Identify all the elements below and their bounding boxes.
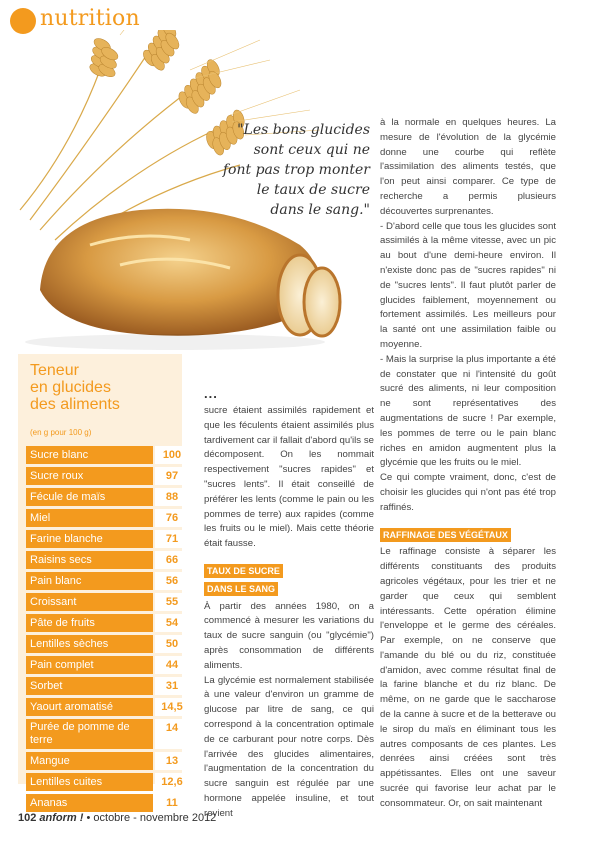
table-row xyxy=(26,614,192,632)
glucide-value: 97 xyxy=(155,467,189,485)
glucide-value: 11 xyxy=(155,794,189,812)
food-name: Farine blanche xyxy=(26,530,153,548)
table-row xyxy=(26,635,192,653)
paragraph: - D'abord celle que tous les glucides sont assimilés à la même vitesse, avec un pic au bout d'une demi-heure environ. Il n'existe donc pas de "sucres rapides" ni de "sucres lents". Il faut plutôt parler de glucides faiblement, moyennement ou fortement assimilés. Les meilleurs pour la santé ont une assimilation faible ou moyenne. xyxy=(380,220,556,350)
food-name: Lentilles sèches xyxy=(26,635,153,653)
glucide-value: 55 xyxy=(155,593,189,611)
glucide-value: 50 xyxy=(155,635,189,653)
subheading: TAUX DE SUCRE xyxy=(204,564,283,578)
glucide-value: 66 xyxy=(155,551,189,569)
glucides-table xyxy=(26,446,192,815)
issue-date: • octobre - novembre 2012 xyxy=(86,812,217,824)
food-name: Lentilles cuites xyxy=(26,773,153,791)
paragraph: - Mais la surprise la plus importante a été de constater que ni l'intensité du goût sucré des aliments, ni leur composition ne sont représentatives des augmentations de sucre ! Par exemple, les pommes de terre ou le pain blanc riches en amidon augmentent plus la glycémie que les fruits ou le miel. xyxy=(380,353,556,469)
glucide-value: 44 xyxy=(155,656,189,674)
paragraph: Ce qui compte vraiment, donc, c'est de choisir les glucides qui n'ont pas été trop raffinés. xyxy=(380,472,556,513)
table-row xyxy=(26,719,192,749)
table-row xyxy=(26,752,192,770)
continuation-ellipsis: ... xyxy=(204,386,218,401)
glucide-value: 54 xyxy=(155,614,189,632)
food-name: Raisins secs xyxy=(26,551,153,569)
glucide-value: 56 xyxy=(155,572,189,590)
page-number: 102 xyxy=(18,812,37,824)
magazine-brand: anform ! xyxy=(39,812,84,824)
food-name: Yaourt aromatisé xyxy=(26,698,153,716)
paragraph: sucre étaient assimilés rapidement et que les féculents étaient assimilés plus tardivement car il fallait d'abord qu'ils se décomposent. On les nommait respectivement "sucres rapides" et "sucres lents". Il était conseillé de préférer les lents (comme le pain ou les pommes de terre) aux rapides (comme les fruits ou le miel). Mais cette théorie était fausse. xyxy=(204,405,374,550)
glucide-value: 88 xyxy=(155,488,189,506)
subheading: RAFFINAGE DES VÉGÉTAUX xyxy=(380,528,511,542)
food-name: Sorbet xyxy=(26,677,153,695)
subheading: DANS LE SANG xyxy=(204,582,278,596)
glucide-value: 100 xyxy=(155,446,189,464)
food-name: Sucre blanc xyxy=(26,446,153,464)
food-name: Pain complet xyxy=(26,656,153,674)
subheading-block xyxy=(380,526,556,544)
food-name: Mangue xyxy=(26,752,153,770)
article-column-middle xyxy=(204,404,374,822)
food-name: Ananas xyxy=(26,794,153,812)
table-row xyxy=(26,677,192,695)
table-row xyxy=(26,593,192,611)
subheading-block xyxy=(204,562,374,598)
table-row xyxy=(26,488,192,506)
glucides-table-title: Teneur en glucides des aliments xyxy=(30,362,120,413)
food-name: Pâte de fruits xyxy=(26,614,153,632)
table-row xyxy=(26,656,192,674)
glucide-value: 31 xyxy=(155,677,189,695)
food-name: Sucre roux xyxy=(26,467,153,485)
glucide-value: 13 xyxy=(155,752,189,770)
table-row xyxy=(26,509,192,527)
food-name: Croissant xyxy=(26,593,153,611)
paragraph: Le raffinage consiste à séparer les différents constituants des produits agricoles végétaux, pour les trier et ne garder que ceux qui semblent intéressants. Cette opération élimine l'enveloppe et le germe des céréales. Par exemple, on ne conserve que l'amande du blé ou du riz, constituée d'amidon, avec comme résultat final de la farine blanche et du riz blanc. De même, on ne garde que le saccharose de la canne à sucre et de la betterave ou le sirop du maïs en éliminant tous les autres composants de ces plantes. Les denrées ainsi créées sont très appétissantes. Elles ont une saveur sucrée qui favorise leur achat par le consommateur. Or, on sait maintenant xyxy=(380,546,556,809)
glucide-value: 14,5 xyxy=(155,698,189,716)
table-row xyxy=(26,530,192,548)
pull-quote: "Les bons glucides sont ceux qui ne font pas trop monter le taux de sucre dans le sang." xyxy=(222,122,370,218)
article-column-right xyxy=(380,116,556,812)
table-row xyxy=(26,794,192,812)
food-name: Miel xyxy=(26,509,153,527)
table-row xyxy=(26,446,192,464)
section-label: nutrition xyxy=(40,6,140,31)
paragraph: à la normale en quelques heures. La mesure de l'évolution de la glycémie donne une courbe qui reflète l'assimilation des aliments testés, que l'on peut ainsi comparer. Ce type de recherche a permis plusieurs découvertes surprenantes. xyxy=(380,117,556,217)
table-row xyxy=(26,698,192,716)
glucides-table-unit: (en g pour 100 g) xyxy=(30,428,92,437)
food-name: Fécule de maïs xyxy=(26,488,153,506)
table-row xyxy=(26,467,192,485)
page-footer xyxy=(18,812,216,824)
food-name: Pain blanc xyxy=(26,572,153,590)
glucides-table-box xyxy=(18,354,183,809)
food-name: Purée de pomme de terre xyxy=(26,719,153,749)
glucide-value: 76 xyxy=(155,509,189,527)
table-row xyxy=(26,773,192,791)
glucide-value: 12,6 xyxy=(155,773,189,791)
table-row xyxy=(26,572,192,590)
paragraph: La glycémie est normalement stabilisée à une valeur d'environ un gramme de glucose par litre de sang, ce qui correspond à la concentration optimale de ce carburant pour notre corps. Dès l'arrivée des glucides alimentaires, l'augmentation de la concentration du sucre sanguin est régulée par une hormone appelée insuline, et tout revient xyxy=(204,674,374,819)
glucide-value: 14 xyxy=(155,719,189,749)
glucide-value: 71 xyxy=(155,530,189,548)
paragraph: À partir des années 1980, on a commencé à mesurer les variations du taux de sucre sanguin (ou "glycémie") après consommation de différents aliments. xyxy=(204,600,374,671)
table-row xyxy=(26,551,192,569)
